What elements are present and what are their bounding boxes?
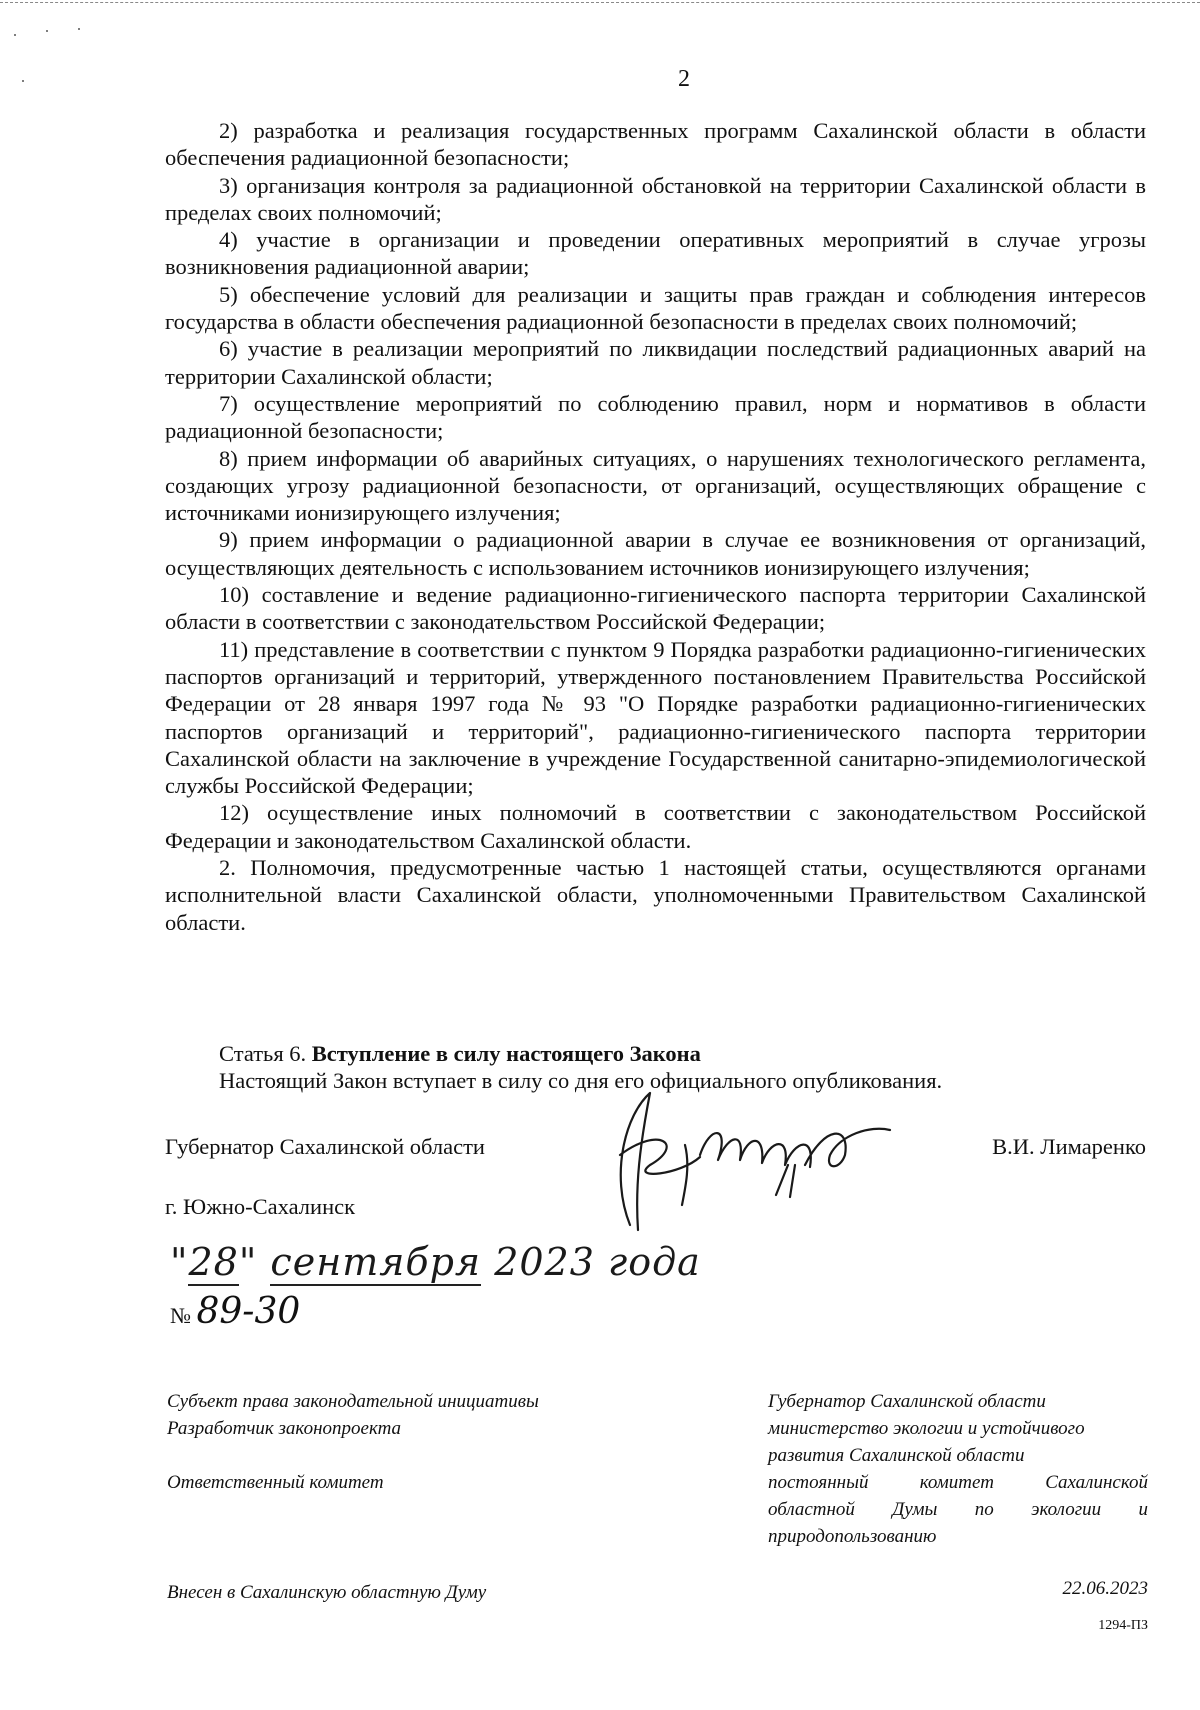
footer-value-line: областной Думы по экологии и: [768, 1499, 1148, 1520]
list-item-11: 11) представление в соответствии с пунктом 9 Порядка разработки радиационно-гигиенических паспортов организаций и территорий, утвержденного постановлением Правительства Российской Федерации от 28 января 1997 года № 93 "О Порядке разработки радиационно-гигиенических паспортов организаций и территорий", радиационно-гигиенического паспорта территории Сахалинской области на заключение в учреждение Государственной санитарно-эпидемиологической службы Российской Федерации;: [165, 636, 1146, 799]
footer-value-line: министерство экологии и устойчивого: [768, 1418, 1085, 1439]
footer-right-values: [768, 1388, 1148, 1550]
paragraph-part-2: 2. Полномочия, предусмотренные частью 1 настоящей статьи, осуществляются органами исполнительной власти Сахалинской области, уполномоченными Правительством Сахалинской области.: [165, 855, 1146, 935]
list-item-7: 7) осуществление мероприятий по соблюдению правил, норм и нормативов в области радиационной безопасности;: [165, 390, 1146, 444]
document-code: 1294-ПЗ: [1098, 1618, 1148, 1633]
date-quote-open: ": [170, 1240, 189, 1284]
scan-edge-line: [0, 2, 1200, 3]
handwritten-signature: [590, 1085, 920, 1235]
footer-value-line: Губернатор Сахалинской области: [768, 1391, 1046, 1412]
signing-city: г. Южно-Сахалинск: [165, 1194, 356, 1219]
list-item-9: 9) прием информации о радиационной аварии в случае ее возникновения от организаций, осуществляющих деятельность с использованием источников ионизирующего излучения;: [165, 527, 1146, 580]
footer-submitted-label: Внесен в Сахалинскую областную Думу: [167, 1582, 487, 1603]
list-item-3: 3) организация контроля за радиационной обстановкой на территории Сахалинской области в пределах своих полномочий;: [165, 172, 1146, 225]
footer-label-developer: Разработчик законопроекта: [167, 1418, 402, 1439]
article-title: Вступление в силу настоящего Закона: [311, 1041, 701, 1066]
date-month: сентября: [270, 1240, 482, 1284]
article-text: Настоящий Закон вступает в силу со дня его официального опубликования.: [219, 1068, 943, 1093]
date-year: 2023 года: [494, 1240, 701, 1284]
number-value: 89-30: [196, 1291, 301, 1332]
scan-speck: [78, 28, 80, 30]
law-body-text: [165, 117, 1146, 936]
footer-submitted-date: 22.06.2023: [1062, 1578, 1148, 1599]
scan-speck: [46, 30, 48, 32]
page-number: 2: [678, 66, 690, 92]
number-prefix: №: [170, 1303, 191, 1328]
footer-left-labels: [167, 1388, 637, 1496]
handwritten-date: [170, 1240, 701, 1284]
date-quote-close: ": [238, 1240, 258, 1284]
footer-label-initiative: Субъект права законодательной инициативы: [167, 1391, 539, 1412]
article-prefix: Статья 6.: [219, 1041, 312, 1066]
footer-label-committee: Ответственный комитет: [167, 1472, 384, 1493]
list-item-4: 4) участие в организации и проведении оперативных мероприятий в случае угрозы возникновения радиационной аварии;: [165, 227, 1146, 280]
list-item-12: 12) осуществление иных полномочий в соответствии с законодательством Российской Федерации и законодательством Сахалинской области.: [165, 800, 1146, 853]
signatory-name: В.И. Лимаренко: [992, 1134, 1146, 1159]
list-item-2: 2) разработка и реализация государственных программ Сахалинской области в области обеспечения радиационной безопасности;: [165, 118, 1146, 171]
date-day: 28: [188, 1240, 239, 1284]
list-item-8: 8) прием информации об аварийных ситуациях, о нарушениях технологического регламента, создающих угрозу радиационной безопасности, от организаций, осуществляющих обращение с источниками ионизирующего излучения;: [165, 445, 1146, 526]
list-item-6: 6) участие в реализации мероприятий по ликвидации последствий радиационных аварий на территории Сахалинской области;: [165, 336, 1146, 389]
list-item-5: 5) обеспечение условий для реализации и защиты прав граждан и соблюдения интересов государства в области обеспечения радиационной безопасности в пределах своих полномочий;: [165, 281, 1146, 335]
article-heading: [165, 1040, 1146, 1067]
scan-speck: [14, 34, 16, 36]
list-item-10: 10) составление и ведение радиационно-гигиенического паспорта территории Сахалинской области в соответствии с законодательством Российской Федерации;: [165, 582, 1146, 635]
signatory-position: Губернатор Сахалинской области: [165, 1134, 485, 1159]
footer-value-line: постоянный комитет Сахалинской: [768, 1472, 1148, 1493]
footer-label-spacer: [167, 1442, 637, 1469]
law-number: [170, 1291, 300, 1332]
footer-value-line: развития Сахалинской области: [768, 1445, 1025, 1466]
footer-value-line: природопользованию: [768, 1526, 937, 1547]
